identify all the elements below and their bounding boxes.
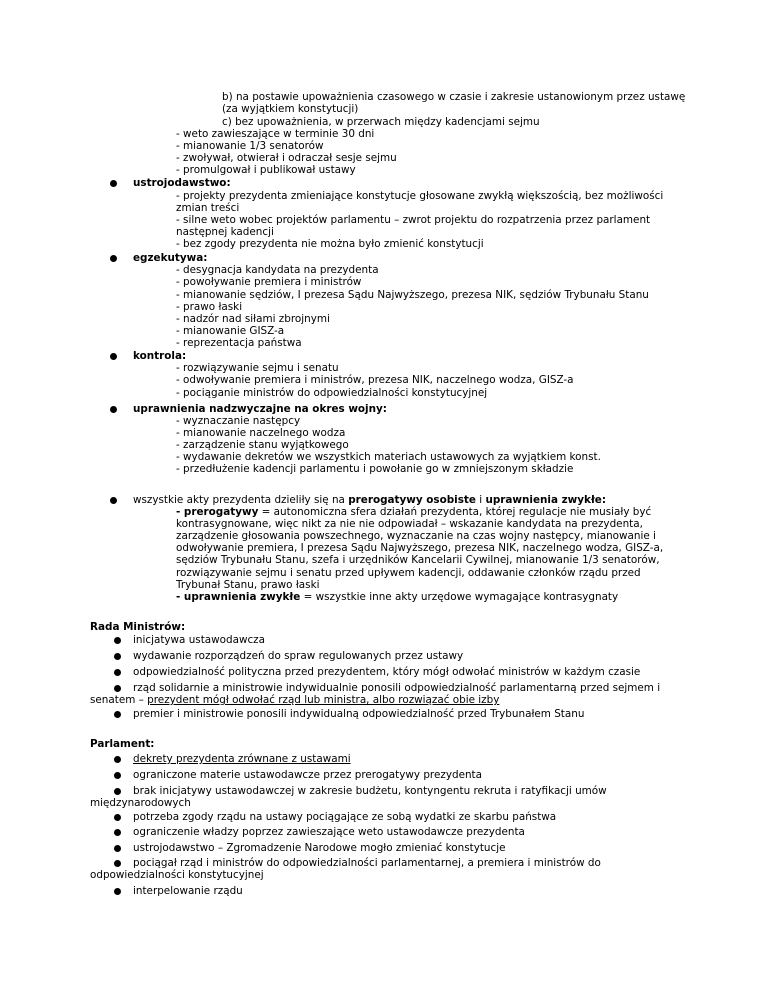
bullet-icon <box>114 669 121 676</box>
text-line: - promulgował i publikował ustawy <box>176 164 356 176</box>
list-item: interpelowanie rządu <box>133 885 243 897</box>
list-item: dekrety prezydenta zrównane z ustawami <box>133 753 351 765</box>
list-item: - reprezentacja państwa <box>176 337 302 349</box>
text-line: wszystkie akty prezydenta dzieliły się na prerogatywy osobiste i uprawnienia zwykłe: <box>133 494 607 506</box>
list-item: - pociąganie ministrów do odpowiedzialności konstytucyjnej <box>176 387 488 399</box>
list-item: wydawanie rozporządzeń do spraw regulowanych przez ustawy <box>133 650 464 662</box>
list-item: rząd solidarnie a ministrowie indywidualnie ponosili odpowiedzialność parlamentarną przed sejmem i <box>133 682 661 694</box>
section-heading: kontrola: <box>133 350 187 362</box>
list-item: pociągał rząd i ministrów do odpowiedzialności parlamentarnej, a premiera i ministrów do <box>133 857 601 869</box>
list-item: - mianowanie sędziów, I prezesa Sądu Najwyższego, prezesa NIK, sędziów Trybunału Stanu <box>176 289 649 301</box>
list-item: inicjatywa ustawodawcza <box>133 634 266 646</box>
text-line: - prerogatywy = autonomiczna sfera działań prezydenta, której regulacje nie musiały być <box>176 506 652 518</box>
list-item: - powoływanie premiera i ministrów <box>176 276 362 288</box>
text-line: odpowiedzialności konstytucyjnej <box>90 869 264 881</box>
list-item: - desygnacja kandydata na prezydenta <box>176 264 379 276</box>
list-item: - wydawanie dekretów we wszystkich materiach ustawowych za wyjątkiem konst. <box>176 451 601 463</box>
text-line: zarządzenie głosowania powszechnego, wyznaczanie na czas wojny następcy, mianowanie i <box>176 530 656 542</box>
list-item: potrzeba zgody rządu na ustawy pociągające ze sobą wydatki ze skarbu państwa <box>133 811 557 823</box>
text-line: sędziów Trybunału Stanu, szefa i urzędników Kancelarii Cywilnej, mianowanie 1/3 senatorów, <box>176 554 660 566</box>
text-line: - uprawnienia zwykłe = wszystkie inne akty urzędowe wymagające kontrasygnaty <box>176 591 619 603</box>
bullet-icon <box>110 255 117 262</box>
bullet-icon <box>114 788 121 795</box>
bullet-icon <box>114 653 121 660</box>
text-line: - weto zawieszające w terminie 30 dni <box>176 128 375 140</box>
list-item: - odwoływanie premiera i ministrów, prezesa NIK, naczelnego wodza, GISZ-a <box>176 374 574 386</box>
bullet-icon <box>114 711 121 718</box>
list-item: - mianowanie naczelnego wodza <box>176 427 346 439</box>
bullet-icon <box>114 860 121 867</box>
list-item: - przedłużenie kadencji parlamentu i powołanie go w zmniejszonym składzie <box>176 463 574 475</box>
section-heading: ustrojodawstwo: <box>133 177 231 189</box>
bullet-icon <box>110 180 117 187</box>
text-line: (za wyjątkiem konstytucji) <box>222 103 359 115</box>
text-line: odwoływanie premiera, I prezesa Sądu Najwyższego, prezesa NIK, naczelnego wodza, GISZ-a, <box>176 542 664 554</box>
text-line: - projekty prezydenta zmieniające konstytucje głosowane zwykłą większością, bez możliwości <box>176 190 664 202</box>
text-line: Trybunał Stanu, prawo łaski <box>176 579 320 591</box>
bullet-icon <box>114 685 121 692</box>
text-line: - zwoływał, otwierał i odraczał sesje sejmu <box>176 152 397 164</box>
bullet-icon <box>114 772 121 779</box>
text-line: senatem – prezydent mógł odwołać rząd lub ministra, albo rozwiązać obie izby <box>90 694 500 706</box>
list-item: ograniczone materie ustawodawcze przez prerogatywy prezydenta <box>133 769 482 781</box>
bullet-icon <box>114 829 121 836</box>
list-item: ograniczenie władzy poprzez zawieszające weto ustawodawcze prezydenta <box>133 826 525 838</box>
section-heading: uprawnienia nadzwyczajne na okres wojny: <box>133 403 387 415</box>
list-item: - wyznaczanie następcy <box>176 415 301 427</box>
text-line: b) na postawie upoważnienia czasowego w czasie i zakresie ustanowionym przez ustawę <box>222 91 686 103</box>
list-item: - rozwiązywanie sejmu i senatu <box>176 362 339 374</box>
section-heading: Rada Ministrów: <box>90 621 186 633</box>
list-item: ustrojodawstwo – Zgromadzenie Narodowe mogło zmieniać konstytucje <box>133 842 506 854</box>
list-item: - zarządzenie stanu wyjątkowego <box>176 439 349 451</box>
bullet-icon <box>110 497 117 504</box>
text-line: międzynarodowych <box>90 797 191 809</box>
section-heading: Parlament: <box>90 738 155 750</box>
text-line: następnej kadencji <box>176 226 274 238</box>
text-line: zmian treści <box>176 202 240 214</box>
list-item: - mianowanie GISZ-a <box>176 325 285 337</box>
list-item: - nadzór nad siłami zbrojnymi <box>176 313 330 325</box>
bullet-icon <box>114 814 121 821</box>
list-item: brak inicjatywy ustawodawczej w zakresie budżetu, kontyngentu rekruta i ratyfikacji umów <box>133 785 607 797</box>
bullet-icon <box>114 845 121 852</box>
bullet-icon <box>114 756 121 763</box>
text-line: - silne weto wobec projektów parlamentu – zwrot projektu do rozpatrzenia przez parlament <box>176 214 651 226</box>
text-line: - mianowanie 1/3 senatorów <box>176 140 324 152</box>
list-item: odpowiedzialność polityczna przed prezydentem, który mógł odwołać ministrów w każdym czasie <box>133 666 641 678</box>
bullet-icon <box>110 406 117 413</box>
list-item: - prawo łaski <box>176 301 243 313</box>
text-line: kontrasygnowane, więc nikt za nie nie odpowiadał – wskazanie kandydata na prezydenta, <box>176 518 643 530</box>
text-line: c) bez upoważnienia, w przerwach między kadencjami sejmu <box>222 116 540 128</box>
text-line: - bez zgody prezydenta nie można było zmienić konstytucji <box>176 238 484 250</box>
bullet-icon <box>110 353 117 360</box>
section-heading: egzekutywa: <box>133 252 208 264</box>
bullet-icon <box>114 888 121 895</box>
text-line: rozwiązywanie sejmu i senatu przed upływem kadencji, oddawanie członków rządu przed <box>176 567 641 579</box>
bullet-icon <box>114 637 121 644</box>
list-item: premier i ministrowie ponosili indywidualną odpowiedzialność przed Trybunałem Stanu <box>133 708 585 720</box>
